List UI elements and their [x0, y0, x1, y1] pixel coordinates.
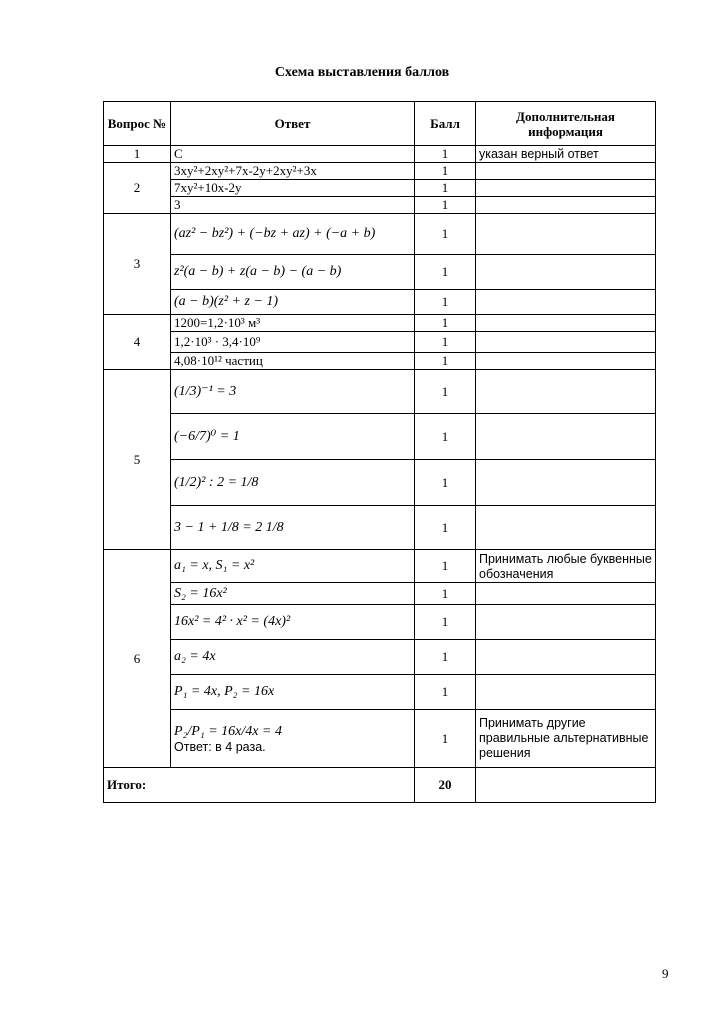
header-question: Вопрос №	[104, 102, 171, 146]
table-row	[104, 675, 656, 710]
points-cell: 1	[415, 146, 476, 163]
points-cell: 1	[415, 506, 476, 550]
table-row	[104, 197, 656, 214]
table-row	[104, 506, 656, 550]
total-info	[476, 768, 656, 803]
answer-cell: (1/3)⁻¹ = 3	[171, 370, 415, 414]
answer-cell: a₂ = 4x	[171, 640, 415, 675]
answer-cell: 16x² = 4² · x² = (4x)²	[171, 605, 415, 640]
answer-cell: (az² − bz²) + (−bz + az) + (−a + b)	[171, 214, 415, 255]
answer-cell: 4,08·10¹² частиц	[171, 353, 415, 370]
points-cell: 1	[415, 370, 476, 414]
table-row	[104, 583, 656, 605]
points-cell: 1	[415, 605, 476, 640]
table-row	[104, 255, 656, 290]
info-cell	[476, 290, 656, 315]
info-cell	[476, 332, 656, 353]
answer-cell: 7xy²+10x-2y	[171, 180, 415, 197]
header-answer: Ответ	[171, 102, 415, 146]
points-cell: 1	[415, 180, 476, 197]
info-cell	[476, 460, 656, 506]
table-row	[104, 315, 656, 332]
header-row	[104, 102, 656, 146]
total-label: Итого:	[104, 768, 415, 803]
points-cell: 1	[415, 414, 476, 460]
table-row	[104, 550, 656, 583]
points-cell: 1	[415, 214, 476, 255]
answer-cell: 1200=1,2·10³ м³	[171, 315, 415, 332]
answer-cell: 3xy²+2xy²+7x-2y+2xy²+3x	[171, 163, 415, 180]
question-number: 2	[104, 163, 171, 214]
question-number: 4	[104, 315, 171, 370]
answer-formula: P₂/P₁ = 16x/4x = 4	[174, 723, 282, 739]
table-row	[104, 370, 656, 414]
info-cell	[476, 214, 656, 255]
info-cell	[476, 353, 656, 370]
points-cell: 1	[415, 550, 476, 583]
table-row	[104, 290, 656, 315]
points-cell: 1	[415, 583, 476, 605]
points-cell: 1	[415, 290, 476, 315]
info-cell	[476, 370, 656, 414]
points-cell: 1	[415, 675, 476, 710]
info-cell	[476, 506, 656, 550]
question-number: 3	[104, 214, 171, 315]
points-cell: 1	[415, 640, 476, 675]
page-title: Схема выставления баллов	[274, 65, 450, 80]
answer-cell: S₂ = 16x²	[171, 583, 415, 605]
answer-cell: a₁ = x, S₁ = x²	[171, 550, 415, 583]
scoring-table	[103, 101, 656, 803]
table-row	[104, 414, 656, 460]
info-cell	[476, 197, 656, 214]
question-number: 5	[104, 370, 171, 550]
question-number: 1	[104, 146, 171, 163]
info-cell: Принимать любые буквенные обозначения	[476, 550, 656, 583]
points-cell: 1	[415, 332, 476, 353]
table-row	[104, 460, 656, 506]
answer-cell: P₁ = 4x, P₂ = 16x	[171, 675, 415, 710]
total-points: 20	[415, 768, 476, 803]
points-cell: 1	[415, 460, 476, 506]
info-cell	[476, 180, 656, 197]
table-row	[104, 332, 656, 353]
answer-cell: z²(a − b) + z(a − b) − (a − b)	[171, 255, 415, 290]
points-cell: 1	[415, 197, 476, 214]
points-cell: 1	[415, 710, 476, 768]
answer-cell: (−6/7)⁰ = 1	[171, 414, 415, 460]
points-cell: 1	[415, 255, 476, 290]
answer-cell: (1/2)² : 2 = 1/8	[171, 460, 415, 506]
question-number: 6	[104, 550, 171, 768]
table-row	[104, 163, 656, 180]
info-cell	[476, 640, 656, 675]
answer-cell	[171, 710, 415, 768]
answer-extra: Ответ: в 4 раза.	[174, 739, 266, 754]
table-row	[104, 214, 656, 255]
answer-cell: C	[171, 146, 415, 163]
info-cell	[476, 414, 656, 460]
total-row	[104, 768, 656, 803]
table-row	[104, 605, 656, 640]
points-cell: 1	[415, 315, 476, 332]
table-row	[104, 180, 656, 197]
table-row	[104, 353, 656, 370]
table-row	[104, 710, 656, 768]
info-cell: указан верный ответ	[476, 146, 656, 163]
info-cell: Принимать другие правильные альтернативные решения	[476, 710, 656, 768]
header-info: Дополнительная информация	[476, 102, 656, 146]
points-cell: 1	[415, 353, 476, 370]
info-cell	[476, 605, 656, 640]
info-cell	[476, 255, 656, 290]
info-cell	[476, 315, 656, 332]
points-cell: 1	[415, 163, 476, 180]
page-number: 9	[662, 966, 669, 981]
table-row	[104, 640, 656, 675]
answer-cell: (a − b)(z² + z − 1)	[171, 290, 415, 315]
info-cell	[476, 163, 656, 180]
answer-cell: 1,2·10³ · 3,4·10⁹	[171, 332, 415, 353]
info-cell	[476, 675, 656, 710]
header-points: Балл	[415, 102, 476, 146]
info-cell	[476, 583, 656, 605]
answer-cell: 3 − 1 + 1/8 = 2 1/8	[171, 506, 415, 550]
answer-cell: 3	[171, 197, 415, 214]
table-row	[104, 146, 656, 163]
